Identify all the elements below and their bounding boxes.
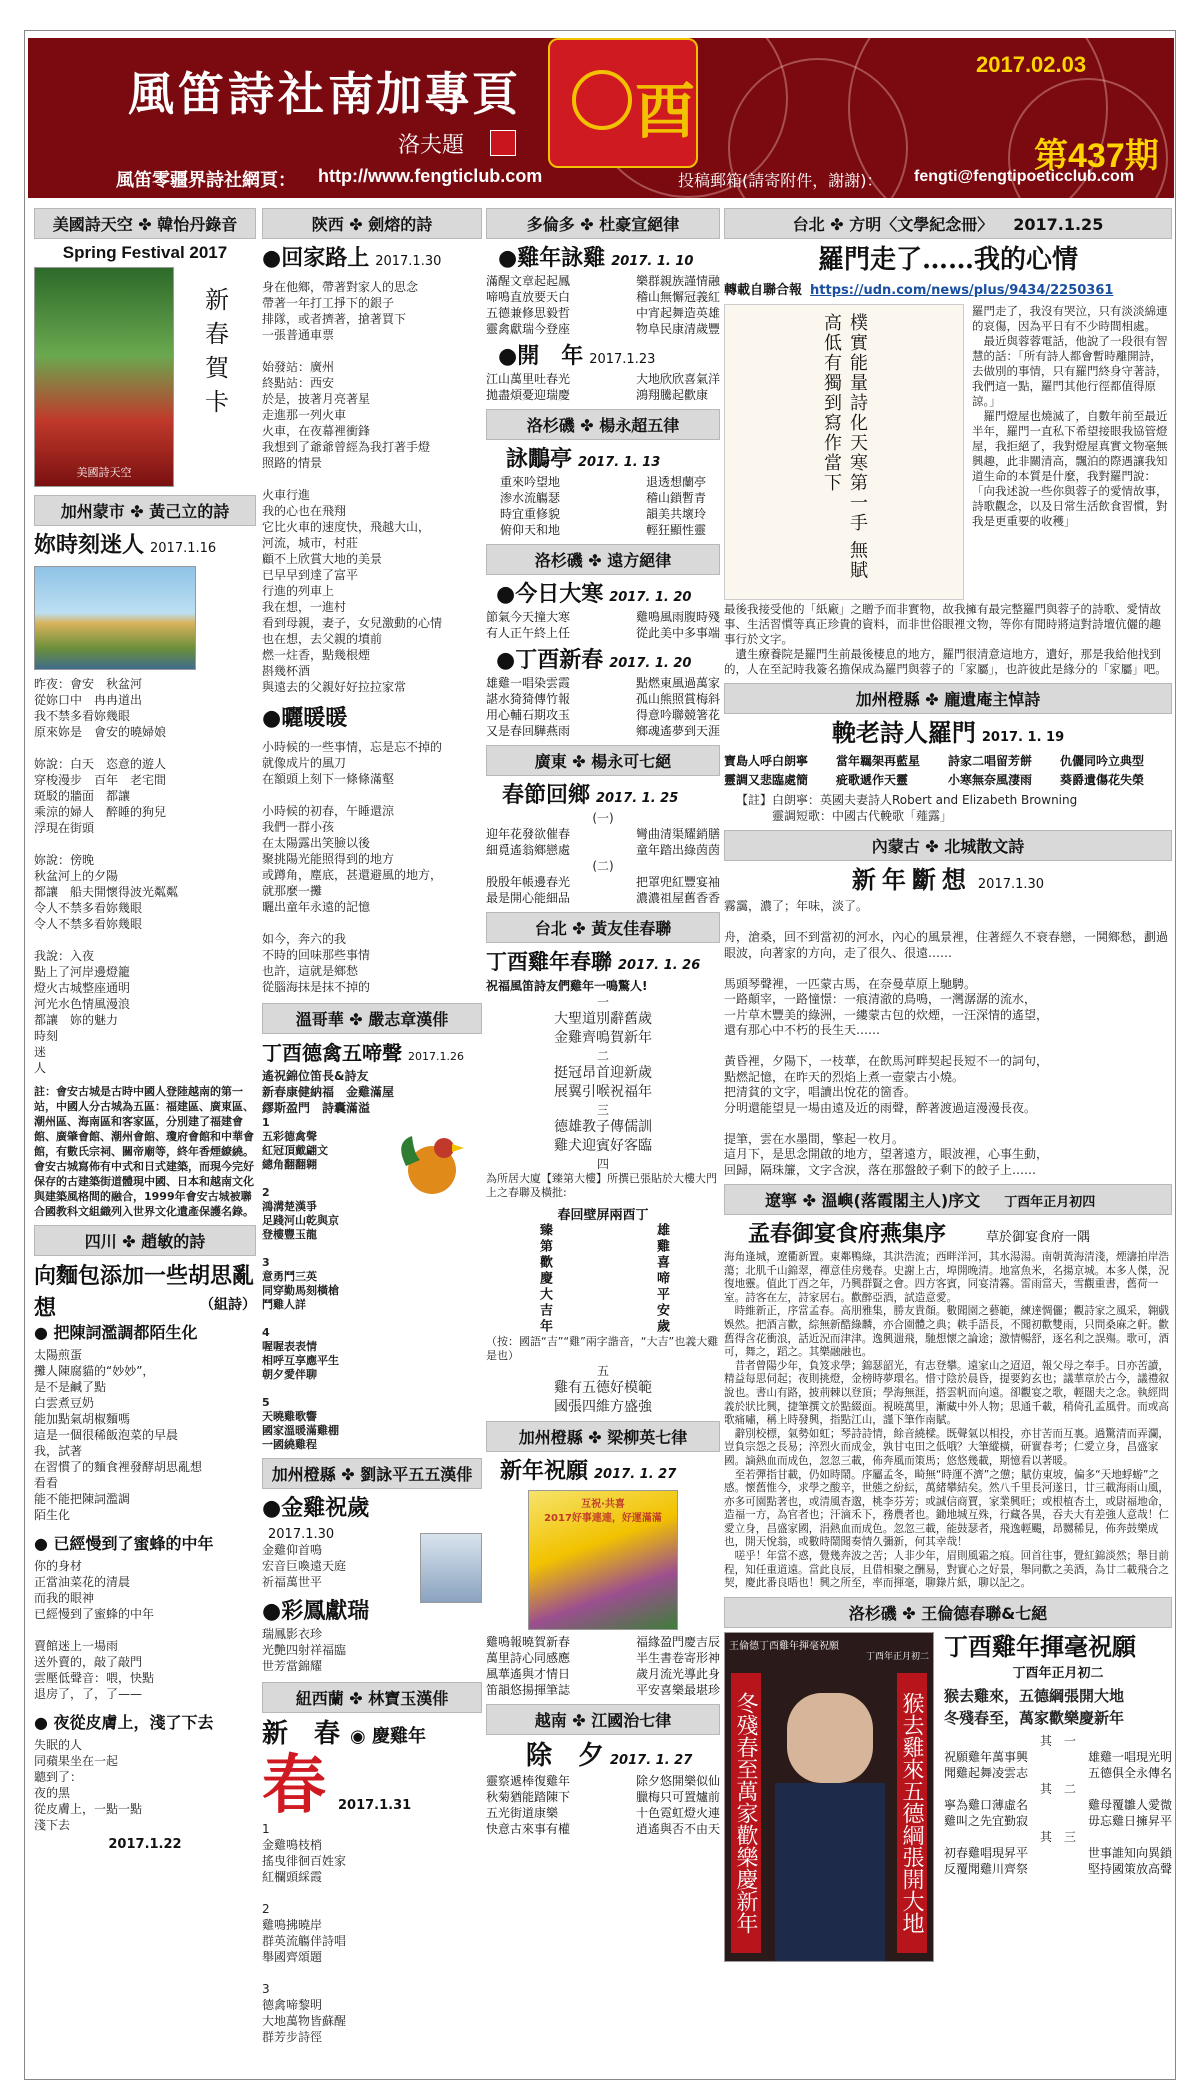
masthead-banner [28, 38, 1174, 198]
poem-body: 江山萬里吐春光 拋盡煩憂迎瑞慶 大地欣欣喜氣洋 鴻翔騰起歡康 [486, 372, 720, 402]
poem-title: 開 年 [517, 343, 584, 369]
calligraphy-signature: 洛夫題 [398, 133, 465, 158]
poem-body: 迎年花發欲催春 細覓遙翁鄉戀處 彎曲清渠耀銷膳 童年踏出綠茵茵 [486, 827, 720, 857]
issue-number: 第437期 [1034, 137, 1159, 175]
poem-date: 2017.1.16 [150, 541, 217, 556]
poem-body: 金雞仰首鳴 宏音巨喚遠天庭 祈福萬世平 [262, 1543, 347, 1589]
section-header: 越南 ✤ 江國治七律 [486, 1704, 720, 1735]
poem-title: 詠鷳亭 [506, 446, 573, 472]
quatrain-number: 其 一 [1039, 1733, 1076, 1748]
elegy-verses: 寶島人呼白朗寧 當年羈架再藍星 詩家二唱留芳餅 仇儷同吟立典型 靈調又悲臨處簡 疵歌遞作天靈 小寒無奈風淒雨 葵爵遺傷花失榮 [724, 754, 1145, 787]
article-body: 最後我接受他的「紙廠」之贈予而非實物，故我擁有最完整羅門與蓉子的詩歌、愛情故事、生活習慣等真正珍貴的資料，而非世俗眼裡文物，等你有閒時將這對詩壇伉儷的趣事行於文字。 遺生療養院是羅門生前最後棲息的地方，羅門很清意這地方，遺好，那是我給他找到的，人在至記時我簽名擔保成為羅門與蓉子的「家屬」，也許彼此是緣分的「家屬」吧。 [724, 602, 1167, 676]
poem-body: 昨夜：會安 秋盆河 從妳口中 冉冉道出 我不禁多看妳幾眼 原來妳是 會安的曉婦娘 妳說：白天 恣意的遊人 穿梭漫步 百年 老宅間 斑駁的牆面 都讓 乘涼的婦人 醉睡的狗兒 浮現在街頭 妳說：傍晚 秋盆河上的夕陽 都讓 船夫開懷得波光粼粼 令人不禁多看妳幾眼 令人不禁多看妳幾眼 我說：入夜 點上了河岸邊燈籠 燈火古城整座通明 河光水色情風漫浪 都讓 妳的魅力 時刻 迷 人 [34, 677, 179, 1075]
couplet-intro: 為所居大廈【臻第大樓】所撰已張貼於大樓大門上之春聯及橫批: [486, 1172, 717, 1199]
couplet-left: 臻第歡慶大吉年 [537, 1223, 552, 1335]
couplet: 德雄教子傳儒訓 雞犬迎賓好客臨 [554, 1119, 652, 1154]
article-title: 羅門走了……我的心情 [817, 245, 1078, 275]
repost-label: 轉載自聯合報 [724, 283, 803, 298]
poem-body: 太陽煎蛋 攤人陳腐貓的“妙妙”， 是不是鹹了點 白雲煮豆奶 能加點氣胡椒麵嗎 這是一個很稀飯泡菜的早晨 我，試著 在習慣了的麵食裡發酵胡思亂想 看看 能不能把陳詞濫調 陌生化 [34, 1348, 203, 1522]
poem-body: 滿醒文章起起鳳 啼鳴直放要天白 五德兼修思毅哲 靈禽獻瑞今登座 樂群親族謹情融 稽山無懈冠義紅 中宵起舞造英雄 物阜民康清歲豐 [486, 274, 720, 336]
bird-painting-image[interactable] [420, 1533, 482, 1603]
poem-date: 2017. 1. 19 [981, 730, 1065, 745]
poem-title: 金雞祝歲 [281, 1495, 370, 1521]
couplet-number: 四 [596, 1157, 609, 1171]
poem-title: 輓老詩人羅門 [831, 718, 976, 747]
section-header: 加州橙縣 ✤ 梁柳英七律 [486, 1421, 720, 1452]
column-2: 陝西 ✤ 劍熔的詩 ●回家路上 2017.1.30 身在他鄉，帶著對家人的思念 帶著一年打工掙下的銀子 排隊，或者擠著，搶著買下 一張普通車票 始發站：廣州 終點站：西安 於是，披著月亮著星 走進那一列火車 火車，在夜幕裡衝鋒 我想到了爺爺曾經為我打著手燈 照路的情景 火車行進 我的心也在飛翔 它比火車的速度快，飛越大山， 河流，城市，村莊 顧不上欣賞大地的美景 已早早到達了富平 行進的列車上 我在想，一進村 看到母親，妻子，女兒激動的心情 也在想，去父親的墳前 燃一炷香，點幾根煙 斟幾杯酒 與遠去的父親好好拉拉家常 ●曬暖暖 小時候的一些事情，忘是忘不掉的 就像成片的風刀 在額頭上刻下一條條滿壑 小時候的初春，午睡還涼 我們一群小孩 在太陽露出笑臉以後 聚挑陽光能照得到的地方 或蹲角，塵底，甚還避風的地方， 就那麼一攤 曬出童年永遠的記憶 如今，奔六的我 不時的回味那些事情 也許，這就是鄉愁 從腦海抹是抹不掉的 溫哥華 ✤ 嚴志章漢俳 丁酉德禽五啼聲 2017.1.26 遙祝錦位笛長&詩友 新春康健納福 金雞滿屋 繆斯盈門 詩囊滿溢 1 五彩德禽聲 紅冠頂戴翩文 總角翻翻翱 2 鴻溝楚漢爭 足踐河山乾與京 登樓豐玉龍 3 意勇鬥三英 同穿勤馬刻橫槍 鬥雞人詳 4 喔喔表表情 相呼互享應平生 朝夕愛伴聊 5 天曉雞歌響 國家溫暖滿雞棚 一國繞雞程 加州橙縣 ✤ 劉詠平五五漢俳 ●金雞祝歲2017.1.30 金雞仰首鳴 宏音巨喚遠天庭 祈福萬世平 ●彩鳳獻瑞 瑞鳳影衣珍 光艷四射祥福臨 世芳當錦耀 紐西蘭 ✤ 林寶玉漢俳 新 春 ◉ 慶雞年 春 2017.1.31 1 金雞鳴枝梢 搖曳徘徊百姓家 紅欄頭綵霞 2 雞鳴拂曉岸 群英流觴伴詩唱 舉國齊頌題 3 德禽啼黎明 大地萬物皆蘇醒 群芳步詩徑 [262, 208, 482, 2045]
issue-date: 2017.02.03 [976, 52, 1087, 77]
poem-date: 2017. 1. 27 [594, 1467, 677, 1482]
poem-body: 雄雞一唱染雲霞 諶水猗猗傳竹報 用心輔石期攻玉 又是春回驊燕雨 點燃東風過萬家 孤山熊照賞梅斜 得意吟聯競箸花 鄉魂遙夢到天涯 [486, 676, 720, 738]
poem-date: 2017.1.30 [268, 1527, 335, 1542]
poem-title: 妳時刻迷人 [34, 532, 145, 558]
rooster-new-year-logo: 酉 [548, 38, 698, 168]
society-name: 風笛詩社 [128, 67, 328, 121]
seal-stamp-icon [490, 130, 516, 156]
website-link[interactable]: http://www.fengticlub.com [318, 166, 543, 186]
poem-body: 雞鳴報曉賀新春 萬里詩心同感應 風華遙與才情日 笛韻悠揚揮筆誌 福緣盈門慶吉辰 半生書卷寄形神 歲月流光導此身 平安喜樂最堪珍 [486, 1635, 720, 1697]
greeting-card-image[interactable]: 美國詩天空 [34, 267, 174, 487]
poem-number: (二) [592, 859, 614, 873]
section-header: 洛杉磯 ✤ 王倫德春聯&七絕 [724, 1597, 1172, 1628]
calligraphy-manuscript-image: 樸實能量詩化天寒第一手 無賦高低有獨到寫作當下 [724, 304, 964, 600]
poem-title: 丁酉雞年春聯 [486, 949, 612, 974]
poem-body: 1 五彩德禽聲 紅冠頂戴翩文 總角翻翻翱 2 鴻溝楚漢爭 足踐河山乾與京 登樓豐玉龍 3 意勇鬥三英 同穿勤馬刻橫槍 鬥雞人詳 4 喔喔表表情 相呼互享應平生 朝夕愛伴聊 5 天曉雞歌響 國家溫暖滿雞棚 一國繞雞程 [262, 1116, 339, 1451]
poem-date: 2017. 1. 27 [610, 1753, 693, 1768]
prose-title: 新年斷想 [851, 865, 972, 894]
poem-title: 丁酉新春 [515, 647, 604, 673]
website-label: 風笛零疆界詩社網頁： [116, 170, 296, 191]
poem-title: ● 把陳詞濫調都陌生化 [34, 1323, 198, 1342]
preface-subtitle: 草於御宴食府一隅 [986, 1230, 1091, 1245]
section-header: 台北 ✤ 黃友佳春聯 [486, 912, 720, 943]
couplet-right: 雄雞喜啼平安歲 [654, 1223, 669, 1335]
section-header: 美國詩天空 ✤ 韓怡丹錄音 [34, 208, 256, 239]
poem-title: ● 已經慢到了蜜蜂的中年 [34, 1534, 214, 1553]
calligraphy-photo[interactable]: 王倫德丁酉雞年揮毫祝願 丁酉年正月初二 冬殘春至萬家歡樂慶新年 猴去雞來五德綱張開大地 [724, 1632, 934, 1962]
section-header: 陝西 ✤ 劍熔的詩 [262, 208, 482, 239]
section-header: 溫哥華 ✤ 嚴志章漢俳 [262, 1003, 482, 1034]
poem-body: 節氣今天撞大寒 有人正午終上任 雞鳴風雨腹時殘 從此美中多事端 [486, 610, 720, 640]
couplet-number: 五 [596, 1364, 609, 1378]
poem-date: 2017.1.30 [375, 254, 442, 269]
poem-title: 曬暖暖 [281, 705, 348, 731]
couplet-number: 三 [596, 1103, 609, 1117]
quatrain-number: 其 二 [1039, 1781, 1076, 1796]
quatrain: 寧為雞口薄虛名 雞叫之先宜勤寂 雞母覆雛人愛微 毋忘雞日擁昇平 [944, 1797, 1172, 1828]
poem-date: 2017.1.23 [589, 352, 656, 367]
poem-title: 除 夕 [526, 1741, 605, 1771]
poem-note: 註：會安古城是古時中國人登陸越南的第一站，中國人分古城為五區：福建區、廣東區、潮州區、海南區和客家區，分別建了福建會館、廣肇會館、潮州會館、瓊府會館和中華會館，有數氏宗祠、關帝廟等，終年香煙繚繞。會安古城寫佈有中式和日式建築，而現今完好保存的古建築街道體現中國、日本和越南文化與建築風格間的融合，1999年會安古城被聯合國教科文組織列入世界文化遺產保護名錄。 [34, 1085, 254, 1218]
couplet-lead: 猴去雞來，五德綱張開大地 冬殘春至，萬家歡樂慶新年 [944, 1686, 1125, 1727]
poem-date: 2017. 1. 20 [609, 590, 692, 605]
section-header: 加州橙縣 ✤ 劉詠平五五漢俳 [262, 1458, 482, 1489]
section-header: 廣東 ✤ 楊永可七絕 [486, 745, 720, 776]
poem-date: 2017. 1. 25 [596, 791, 679, 806]
column-1 [34, 208, 256, 1852]
prose-body: 霧靄，濃了；年味，淡了。 舟，滄桑，回不到當初的河水，內心的風景裡，住著經久不衰春戀，一鬨鄉愁，劃過眼波，向著家的方向，走了很久、很遠…… 馬頭琴聲裡，一匹蒙古馬，在奈曼草原上馳騁。 一路顛宰，一路憧憬：一痕清澈的鳥鳴，一灣潺潺的流水， 一片草木豐美的綠洲，一縷蒙古包的炊煙，一汪深情的遙望， 還有那心中不朽的長生天…… 黃昏裡，夕陽下，一枝華，在飲馬河畔契起長短不一的詞句， 點燃記憶，在昨天的烈焰上煮一壺蒙古小燒。 把清貧的文字，唱讀出悅花的箇香。 分明還能望見一場由遠及近的雨聲，醉著渡過這漫漫長夜。 提筆，雲在水墨間，擎起一枚月。 這月下，是思念開啟的地方，望著遠方，眼波裡，心事生動， 回歸，隔珠簾，文字含淚，落在那盤餃子剩下的餃子上…… [724, 899, 1169, 1177]
column-3: 多倫多 ✤ 杜豪宣絕律 ●雞年詠雞 2017. 1. 10 滿醒文章起起鳳 啼鳴直放要天白 五德兼修思毅哲 靈禽獻瑞今登座 樂群親族謹情融 稽山無懈冠義紅 中宵起舞造英雄 物阜民康清歲豐 ●開 年 2017.1.23 江山萬里吐春光 拋盡煩憂迎瑞慶 大地欣欣喜氣洋 鴻翔騰起歡康 洛杉磯 ✤ 楊永超五律 詠鷳亭 2017. 1. 13 重來吟望地 渗水流觴瑟 時宜重修貌 俯仰天和地 退透想蘭亭 稽山鎖暫青 韻美共壞玲 輕狂顯性靈 洛杉磯 ✤ 遠方絕律 ●今日大寒 2017. 1. 20 節氣今天撞大寒 有人正午終上任 雞鳴風雨腹時殘 從此美中多事端 ●丁酉新春 2017. 1. 20 雄雞一唱染雲霞 諶水猗猗傳竹報 用心輔石期攻玉 又是春回驊燕雨 點燃東風過萬家 孤山熊照賞梅斜 得意吟聯競箸花 鄉魂遙夢到天涯 廣東 ✤ 楊永可七絕 春節回鄉 2017. 1. 25 (一) 迎年花發欲催春 細覓遙翁鄉戀處 彎曲清渠耀銷膳 童年踏出綠茵茵 (二) 殷殷年帳邊春光 最是開心能細品 把罩兜紅豐宴袖 濃濃祖屋舊香香 台北 ✤ 黃友佳春聯 丁酉雞年春聯 2017. 1. 26 祝福風笛詩友們雞年一鳴驚人! 一 大聖道別辭舊歲 金雞齊鳴賀新年 二 挺冠昂首迎新歲 展翼引喉祝福年 三 德雄教子傳儒訓 雞犬迎賓好客臨 四 為所居大廈【臻第大樓】所撰已張貼於大樓大門上之春聯及橫批: 春回壁屏兩酉丁 臻第歡慶大吉年 雄雞喜啼平安歲 （按：國語“吉”“雞”兩字諧音，“大吉”也義大雞是也） 五 雞有五德好模範 國張四維方盛強 加州橙縣 ✤ 梁柳英七律 新年祝願 2017. 1. 27 互祝·共喜 2017好事連連，好運滿滿 雞鳴報曉賀新春 萬里詩心同感應 風華遙與才情日 笛韻悠揚揮筆誌 福緣盈門慶吉辰 半生書卷寄形神 歲月流光導此身 平安喜樂最堪珍 越南 ✤ 江國治七律 除 夕 2017. 1. 27 靈察遞棒復雞年 秋菊猶能踏陳下 五光街道康樂 快意古來事有權 除夕悠開樂似仙 臘梅只可置爐前 十色霓虹燈火連 逍遙與否不由天 [486, 208, 720, 1837]
poem-body: 1 金雞鳴枝梢 搖曳徘徊百姓家 紅欄頭綵霞 2 雞鳴拂曉岸 群英流觴伴詩唱 舉國齊頌題 3 德禽啼黎明 大地萬物皆蘇醒 群芳步詩徑 [262, 1822, 347, 2044]
prose-date: 2017.1.30 [977, 877, 1045, 892]
section-header: 加州橙縣 ✤ 龐遺庵主悼詩 [724, 683, 1172, 714]
poem-body: 身在他鄉，帶著對家人的思念 帶著一年打工掙下的銀子 排隊，或者擠著，搶著買下 一張普通車票 始發站：廣州 終點站：西安 於是，披著月亮著星 走進那一列火車 火車，在夜幕裡衝鋒 我想到了爺爺曾經為我打著手燈 照路的情景 火車行進 我的心也在飛翔 它比火車的速度快，飛越大山， 河流，城市，村莊 顧不上欣賞大地的美景 已早早到達了富平 行進的列車上 我在想，一進村 看到母親，妻子，女兒激動的心情 也在想，去父親的墳前 燃一炷香，點幾根煙 斟幾杯酒 與遠去的父親好好拉拉家常 [262, 280, 443, 694]
section-header: 台北 ✤ 方明〈文學紀念冊〉 2017.1.25 [724, 208, 1172, 239]
section-header: 四川 ✤ 趙敏的詩 [34, 1225, 256, 1256]
audio-title: Spring Festival 2017 [62, 243, 228, 262]
series-suffix: （組詩） [200, 1297, 256, 1313]
couplet-subtitle: 丁酉年正月初二 [1012, 1665, 1104, 1681]
spring-calligraphy: 春 [262, 1748, 326, 1823]
quatrain: 初春雞唱現昇平 反覆聞雞川齊祭 世事誰知向異鎖 堅持國策放高聲 [944, 1845, 1172, 1876]
poem-date: 2017. 1. 10 [611, 254, 694, 269]
quatrain-number: 其 三 [1039, 1829, 1076, 1844]
poem-title: 丁酉德禽五啼聲 [262, 1041, 402, 1065]
hoi-an-photo[interactable] [34, 566, 196, 670]
couplet: 雞有五德好模範 國張四維方盛強 [554, 1380, 652, 1415]
poem-date: 2017.1.31 [338, 1798, 412, 1813]
couplet-note: （按：國語“吉”“雞”兩字諧音，“大吉”也義大雞是也） [486, 1335, 719, 1362]
section-header: 加州蒙市 ✤ 黃己立的詩 [34, 495, 256, 526]
quatrain: 祝願雞年萬事興 聞雞起舞凌雲志 雄雞一唱現光明 五德俱全永傳名 [944, 1749, 1172, 1780]
poem-body: 殷殷年帳邊春光 最是開心能細品 把罩兜紅豐宴袖 濃濃祖屋舊香香 [486, 875, 720, 905]
couplet: 挺冠昂首迎新歲 展翼引喉祝福年 [554, 1065, 652, 1100]
poem-body: 靈察遞棒復雞年 秋菊猶能踏陳下 五光街道康樂 快意古來事有權 除夕悠開樂似仙 臘梅只可置爐前 十色霓虹燈火連 逍遙與否不由天 [486, 1774, 720, 1836]
couplet: 大聖道別辭舊歲 金雞齊鳴賀新年 [554, 1011, 652, 1046]
poem-body: 重來吟望地 渗水流觴瑟 時宜重修貌 俯仰天和地 退透想蘭亭 稽山鎖暫青 韻美共壞玲 輕狂顯性靈 [500, 475, 706, 537]
poem-number: (一) [592, 811, 614, 825]
poem-body: 失眠的人 同蘋果坐在一起 聽到了： 夜的黑 從皮膚上，一點一點 淺下去 [34, 1738, 143, 1832]
section-header: 紐西蘭 ✤ 林寶玉漢俳 [262, 1682, 482, 1713]
preface-body: 海角逢城，遼衢新置。東鄰鴨綠，其洪浩流；西畔洋河，其水湯湯。南朝黃海清淺，煙濤拍岸浩蕩；北肌千山錦翠，禪意佳房幾春。史謝上古，埠開晚清。地富魚米，名揚京城。本多人傑，況復地靈。值此丁酉之年，乃興群賢之會。四方客賓，同宴清霧。雷雨當天，雪觀重書，舊荷一室。詩客在左，詩家居右。歡醉亞酒，試造意愛。 時維新正，序當孟春。高朋雅集，勝友貴顏。數聞園之藝範，練達惆儷；觀詩家之風采，翱戲娛然。把酒言歡，綜無新酷綠麟，亦合園體之典；軼手語長，不聞初歡雙雨，只問桑麻之軒。歡舊得含花衝浪，話近況而津津。逸興遄飛，馳想懷之論途；激情暢舒，逐名利之誤殤。歌可，酒可，舞之，蹈之。其樂融融也。 昔者曾陽少年，負笈求學；錦瑟韶光，有志登攀。遠家山之迢迢，報父母之奉手。日亦苦讀，精益每思伺起；夜則挑燈，金榜時夢環名。惜寸陰於晨昏，提要鈞玄也；議華章於古今，議禮叙說也。書山有路，披荊棘以登頂；學海無涯，搭雲帆而向遠。卻觀宴之歌，輕闊夫之念。執經問義於狀比興，捷筆撰文於點綴面。視曉萬里，漸藏中外人物；思通千載，稍倚孔孟風骨。而或高歌痛嘯，稱上時發興，指點江山，謹下筆作南賦。 辭別校標，氣勢如虹；琴詩詩情，餘音繞樑。既聲氣以相投，亦甘苦而互裏。過驚清而弄瀾，豈負宗怨之長易；淬烈火而成金，孰甘屯田之低哦？大筆縱橫，研實春考；仁愛立身，昌盛家國。謫熱血而成色，忽忽三載，佈奔風而策馬；悠悠幾載，期憶看以著暖。 至若彈指甘載，仍如時鬧。序屬孟冬，畸無“時運不濟”之憊；賦仿東坡，偏多“天地蜉蝣”之感。懷舊惟今，求學之酸辛，世態之紛紜，萬緒攀結矣。然八千里長河遂日，廿三載海雨山風，亦多可園點著也，或清風杳邈，桃李芬芳；或誠信商賈，家業興旺；或根植杏土，或尉福地命，造福一方，為官者也；汗滴禾下，務農者也。鋤地城互殊，行藏各異，吞夫大有差強人意哉！仁愛立身，昌盛家國，涓熱血而成色。忽忽三載，能鼓瑟者，飛逸輕颺，昂嬲稀見，佈奔鼓樂成也，開天悅翁，或數時鬧聞奏情久彌新，何其幸哉！ 嗟乎！年當不惑，覺幾奔波之苦；人非少年，眉則風霜之痕。回首往事，覺紅錦淡然；舉目前程，知任重道遠。當此良辰，且借相聚之酬易，對實心之好景，舉同歡之美酒，為廿二載飛合之契，慶此番良晤也！興之所至，率而揮毫，聊錄片紙，聊以記之。 [724, 1251, 1169, 1590]
poem-title: 彩鳳獻瑞 [281, 1598, 370, 1624]
poem-subtitle: ◉ 慶雞年 [350, 1726, 426, 1747]
rooster-illustration [392, 1122, 472, 1202]
email-label: 投稿郵箱(請寄附件，謝謝)： [678, 171, 883, 190]
vertical-greeting: 新春賀卡 [200, 287, 229, 423]
email-link[interactable]: fengti@fengtipoeticclub.com [914, 168, 1135, 185]
poem-date: 2017. 1. 26 [618, 958, 701, 973]
preface-title: 孟春御宴食府燕集序 [748, 1221, 947, 1247]
section-header: 多倫多 ✤ 杜豪宣絕律 [486, 208, 720, 239]
poem-title: 雞年詠雞 [517, 245, 606, 271]
poem-title: 新 春 [262, 1719, 341, 1749]
poem-title: ● 夜從皮膚上，淺了下去 [34, 1713, 214, 1732]
couplet-title: 丁酉雞年揮毫祝願 [944, 1631, 1136, 1661]
edition-name: 南加專頁 [328, 67, 520, 121]
couplet-number: 二 [596, 1049, 609, 1063]
section-header: 遼寧 ✤ 溫嶼(落霞閣主人)序文 丁酉年正月初四 [724, 1184, 1172, 1215]
poem-subtitle: 祝福風笛詩友們雞年一鳴驚人! [486, 979, 648, 993]
poem-title: 今日大寒 [515, 581, 604, 607]
article-body: 羅門走了，我沒有哭泣，只有淡淡綿連的哀傷，因為平日有不少時間相處。 最近與蓉蓉電話，他說了一段很有智慧的話：「所有詩人都會暫時離開詩，去做別的事情，只有羅門終身守著詩，我們這一點，羅門其他行徑都值得原諒。」 羅門燈屋也燒滅了，自數年前至最近半年，羅門一直私下希望接眼我協管燈屋，我拒絕了，我對燈屋真實文物毫無興趣，此非關清高，飄泊的際遇讓我知道生命的本質是什麼，我對羅門說：「向我述說一些你與蓉子的愛情故事，詩歌觀念，以及日常生活飲食習慣，對我是更重要的收穫」 [972, 304, 1168, 528]
poem-date: 2017.1.26 [408, 1050, 464, 1063]
source-link[interactable]: https://udn.com/news/plus/9434/2250361 [810, 283, 1114, 298]
poem-title: 春節回鄉 [502, 782, 591, 808]
poem-date: 2017.1.22 [108, 1837, 182, 1852]
orchid-greeting-image[interactable]: 互祝·共喜 2017好事連連，好運滿滿 [528, 1490, 678, 1630]
section-header: 洛杉磯 ✤ 遠方絕律 [486, 544, 720, 575]
section-header: 內蒙古 ✤ 北城散文詩 [724, 830, 1172, 861]
poem-date: 2017. 1. 13 [578, 455, 661, 470]
section-header: 洛杉磯 ✤ 楊永超五律 [486, 409, 720, 440]
couplet-number: 一 [596, 995, 609, 1009]
series-title: 向麵包添加一些胡思亂想 [34, 1263, 255, 1321]
elegy-note: 【註】白朗寧：英國夫妻詩人Robert and Elizabeth Browning 靈調短歌：中國古代輓歌「薤露」 [736, 793, 1078, 823]
poem-intro: 遙祝錦位笛長&詩友 新春康健納福 金雞滿屋 繆斯盈門 詩囊滿溢 [262, 1069, 395, 1115]
couplet-horizontal: 春回壁屏兩酉丁 [557, 1208, 649, 1223]
poem-date: 2017. 1. 20 [609, 656, 692, 671]
poem-title: 回家路上 [281, 245, 370, 271]
column-4 [724, 208, 1172, 1962]
poem-body: 瑞鳳影衣珍 光艷四射祥福臨 世芳當錦耀 [262, 1627, 347, 1673]
poem-body: 小時候的一些事情，忘是忘不掉的 就像成片的風刀 在額頭上刻下一條條滿壑 小時候的初春，午睡還涼 我們一群小孩 在太陽露出笑臉以後 聚挑陽光能照得到的地方 或蹲角，塵底，甚還避風的地方， 就那麼一攤 曬出童年永遠的記憶 如今，奔六的我 不時的回味那些事情 也許，這就是鄉愁 從腦海抹是抹不掉的 [262, 740, 443, 994]
poem-title: 新年祝願 [500, 1458, 589, 1484]
poem-body: 你的身材 正當油菜花的清晨 而我的眼神 已經慢到了蜜蜂的中年 賣館迷上一場雨 送外賣的，敲了敲門 雲壓低聲音：喂，快點 退房了，了，了—— [34, 1559, 155, 1701]
